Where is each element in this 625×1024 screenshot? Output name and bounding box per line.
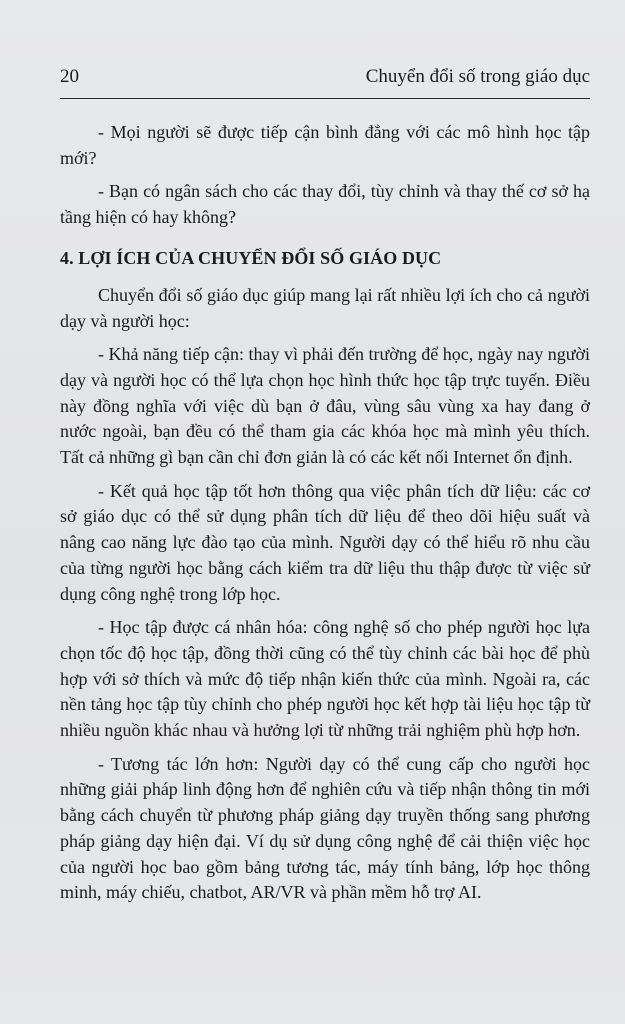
paragraph-question-equal-access: - Mọi người sẽ được tiếp cận bình đẳng với các mô hình học tập mới? (60, 122, 590, 168)
benefit-accessibility: - Khả năng tiếp cận: thay vì phải đến trường để học, ngày nay người dạy và người học có thể lựa chọn học hình thức học tập trực tuyến. Điều này đồng nghĩa với việc dù bạn ở đâu, vùng sâu vùng xa hay đang ở nước ngoài, bạn đều có thể tham gia các khóa học mà mình yêu thích. Tất cả những gì bạn cần chỉ đơn giản là có các kết nối Internet ổn định. (60, 344, 590, 468)
running-header (60, 64, 590, 99)
book-title: Chuyển đổi số trong giáo dục (365, 66, 590, 87)
section-heading: 4. LỢI ÍCH CỦA CHUYỂN ĐỔI SỐ GIÁO DỤC (60, 247, 442, 268)
paragraph-question-budget: - Bạn có ngân sách cho các thay đổi, tùy chỉnh và thay thế cơ sở hạ tầng hiện có hay không? (60, 181, 590, 228)
benefit-personalized-learning: - Học tập được cá nhân hóa: công nghệ số cho phép người học lựa chọn tốc độ học tập, đồng thời cũng có thể tùy chỉnh các bài học để phù hợp với sở thích và mức độ tiếp nhận kiến thức của mình. Ngoài ra, các nền tảng học tập tùy chỉnh cho phép người học kết hợp tài liệu học tập từ nhiều nguồn khác nhau và hưởng lợi từ những trải nghiệm phù hợp hơn. (60, 617, 590, 741)
page-number: 20 (60, 66, 79, 87)
section-intro: Chuyển đổi số giáo dục giúp mang lại rất nhiều lợi ích cho cả người dạy và người học: (60, 284, 590, 331)
body-text (60, 120, 590, 914)
benefit-greater-interaction: - Tương tác lớn hơn: Người dạy có thể cung cấp cho người học những giải pháp linh động hơn để nghiên cứu và tiếp nhận thông tin mới bằng cách chuyển từ phương pháp giảng dạy truyền thống sang phương pháp giảng dạy hiện đại. Ví dụ sử dụng công nghệ để cải thiện việc học của người học bao gồm bảng tương tác, máy tính bảng, lớp học thông minh, máy chiếu, chatbot, AR/VR và phần mềm hỗ trợ AI. (60, 753, 590, 903)
benefit-data-analysis: - Kết quả học tập tốt hơn thông qua việc phân tích dữ liệu: các cơ sở giáo dục có thể sử dụng phân tích dữ liệu để theo dõi hiệu suất và nâng cao năng lực đào tạo của mình. Người dạy có thể hiểu rõ nhu cầu của từng người học bằng cách kiểm tra dữ liệu thu thập được từ việc sử dụng công nghệ trong lớp học. (60, 480, 590, 604)
